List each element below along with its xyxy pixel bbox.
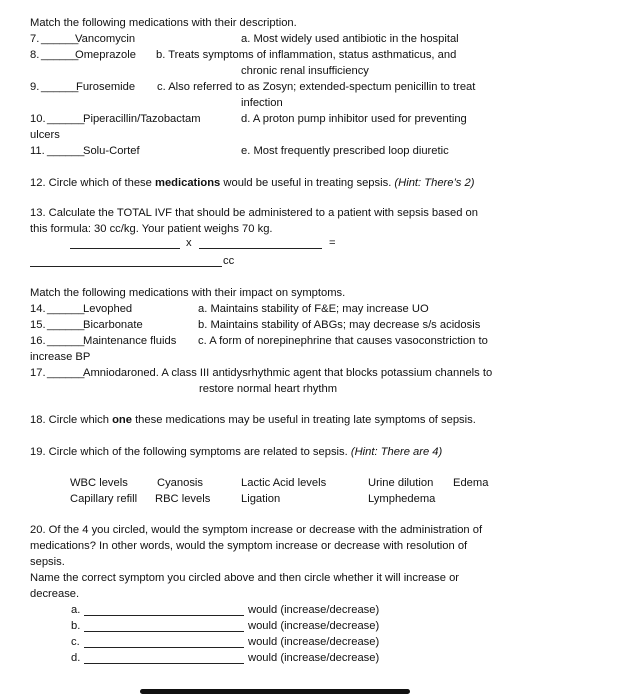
- symptom-cyanosis[interactable]: Cyanosis: [157, 477, 204, 489]
- q9-medication: Furosemide: [76, 81, 136, 93]
- q16-blank[interactable]: ______: [47, 335, 85, 347]
- q19-hint: (Hint: There are 4): [350, 446, 443, 458]
- q13-line2: this formula: 30 cc/kg. Your patient weighs 70 kg.: [30, 223, 273, 235]
- q16-number: 16.: [30, 335, 46, 347]
- q13-equals-sign: =: [329, 237, 336, 249]
- symptom-urine-dilution[interactable]: Urine dilution: [368, 477, 434, 489]
- section1-instruction: Match the following medications with their description.: [30, 17, 297, 29]
- q17-number: 17.: [30, 367, 46, 379]
- q20-line2: medications? In other words, would the symptom increase or decrease with resolution of: [30, 540, 468, 552]
- q9-description-cont: infection: [241, 97, 283, 109]
- q7-number: 7.: [30, 33, 40, 45]
- symptom-ligation[interactable]: Ligation: [241, 493, 281, 505]
- q17-blank[interactable]: ______: [47, 367, 85, 379]
- q15-blank[interactable]: ______: [47, 319, 85, 331]
- q19-question: [30, 445, 442, 459]
- q20-item-a-blank[interactable]: [84, 605, 244, 616]
- q11-blank[interactable]: ______: [47, 145, 85, 157]
- q12-text-pre: 12. Circle which of these: [30, 177, 155, 189]
- q20-item-b-blank[interactable]: [84, 621, 244, 632]
- q14-blank[interactable]: ______: [47, 303, 85, 315]
- q8-description-cont: chronic renal insufficiency: [241, 65, 369, 77]
- q8-blank[interactable]: ______: [41, 49, 79, 61]
- q7-description: a. Most widely used antibiotic in the hospital: [241, 33, 459, 45]
- q8-number: 8.: [30, 49, 40, 61]
- section2-instruction: Match the following medications with their impact on symptoms.: [30, 287, 346, 299]
- q14-number: 14.: [30, 303, 46, 315]
- q9-number: 9.: [30, 81, 40, 93]
- q11-description: e. Most frequently prescribed loop diuretic: [241, 145, 449, 157]
- q16-wrap: increase BP: [30, 351, 91, 363]
- q9-blank[interactable]: ______: [41, 81, 79, 93]
- q16-description: c. A form of norepinephrine that causes vasoconstriction to: [198, 335, 488, 347]
- q9-description: c. Also referred to as Zosyn; extended-spectum penicillin to treat: [157, 81, 476, 93]
- q20-item-d-suffix: would (increase/decrease): [248, 652, 380, 664]
- q20-item-a-letter: a.: [71, 604, 81, 616]
- symptom-wbc-levels[interactable]: WBC levels: [70, 477, 128, 489]
- q12-text-post: would be useful in treating sepsis.: [220, 177, 395, 189]
- q13-answer-blank-3[interactable]: [30, 256, 222, 267]
- q11-medication: Solu-Cortef: [83, 145, 140, 157]
- q10-number: 10.: [30, 113, 46, 125]
- q20-item-d-blank[interactable]: [84, 653, 244, 664]
- q8-medication: Omeprazole: [75, 49, 136, 61]
- q12-question: [30, 176, 474, 190]
- q13-multiply-sign: x: [186, 237, 192, 249]
- home-indicator-bar: [140, 689, 410, 694]
- q13-line1: 13. Calculate the TOTAL IVF that should be administered to a patient with sepsis based on: [30, 207, 478, 219]
- q15-number: 15.: [30, 319, 46, 331]
- symptom-lactic-acid-levels[interactable]: Lactic Acid levels: [241, 477, 327, 489]
- q17-text-cont: restore normal heart rhythm: [199, 383, 338, 395]
- q20-line4: Name the correct symptom you circled above and then circle whether it will increase or: [30, 572, 460, 584]
- q20-line1: 20. Of the 4 you circled, would the symptom increase or decrease with the administration of: [30, 524, 483, 536]
- q14-description: a. Maintains stability of F&E; may increase UO: [198, 303, 429, 315]
- q17-text: Amniodaroned. A class III antidysrhythmic agent that blocks potassium channels to: [83, 367, 493, 379]
- q15-description: b. Maintains stability of ABGs; may decrease s/s acidosis: [198, 319, 481, 331]
- q7-blank[interactable]: ______: [41, 33, 79, 45]
- q13-unit: cc: [223, 255, 235, 267]
- q20-item-a-suffix: would (increase/decrease): [248, 604, 380, 616]
- q20-line5: decrease.: [30, 588, 80, 600]
- q10-blank[interactable]: ______: [47, 113, 85, 125]
- q20-item-c-letter: c.: [71, 636, 80, 648]
- q14-medication: Levophed: [83, 303, 133, 315]
- q20-line3: sepsis.: [30, 556, 65, 568]
- symptom-rbc-levels[interactable]: RBC levels: [155, 493, 211, 505]
- q10-medication: Piperacillin/Tazobactam: [83, 113, 201, 125]
- q10-description: d. A proton pump inhibitor used for preventing: [241, 113, 467, 125]
- q12-hint: (Hint: There’s 2): [394, 177, 475, 189]
- q11-number: 11.: [30, 145, 45, 157]
- q13-answer-blank-1[interactable]: [70, 238, 180, 249]
- q20-item-c-suffix: would (increase/decrease): [248, 636, 380, 648]
- q18-text-bold: one: [112, 414, 132, 426]
- q18-text-pre: 18. Circle which: [30, 414, 113, 426]
- q20-item-d-letter: d.: [71, 652, 81, 664]
- q20-item-b-suffix: would (increase/decrease): [248, 620, 380, 632]
- q13-answer-blank-2[interactable]: [199, 238, 322, 249]
- q18-question: [30, 413, 476, 427]
- q8-description: b. Treats symptoms of inflammation, status asthmaticus, and: [156, 49, 457, 61]
- symptom-lymphedema[interactable]: Lymphedema: [368, 493, 436, 505]
- symptom-edema[interactable]: Edema: [453, 477, 489, 489]
- q7-medication: Vancomycin: [75, 33, 136, 45]
- q20-item-c-blank[interactable]: [84, 637, 244, 648]
- q18-text-post: these medications may be useful in treating late symptoms of sepsis.: [131, 414, 476, 426]
- q12-text-bold: medications: [155, 177, 221, 189]
- q19-text: 19. Circle which of the following symptoms are related to sepsis.: [30, 446, 351, 458]
- q15-medication: Bicarbonate: [83, 319, 143, 331]
- q10-wrap: ulcers: [30, 129, 60, 141]
- q20-item-b-letter: b.: [71, 620, 81, 632]
- symptom-capillary-refill[interactable]: Capillary refill: [70, 493, 138, 505]
- q16-medication: Maintenance fluids: [83, 335, 177, 347]
